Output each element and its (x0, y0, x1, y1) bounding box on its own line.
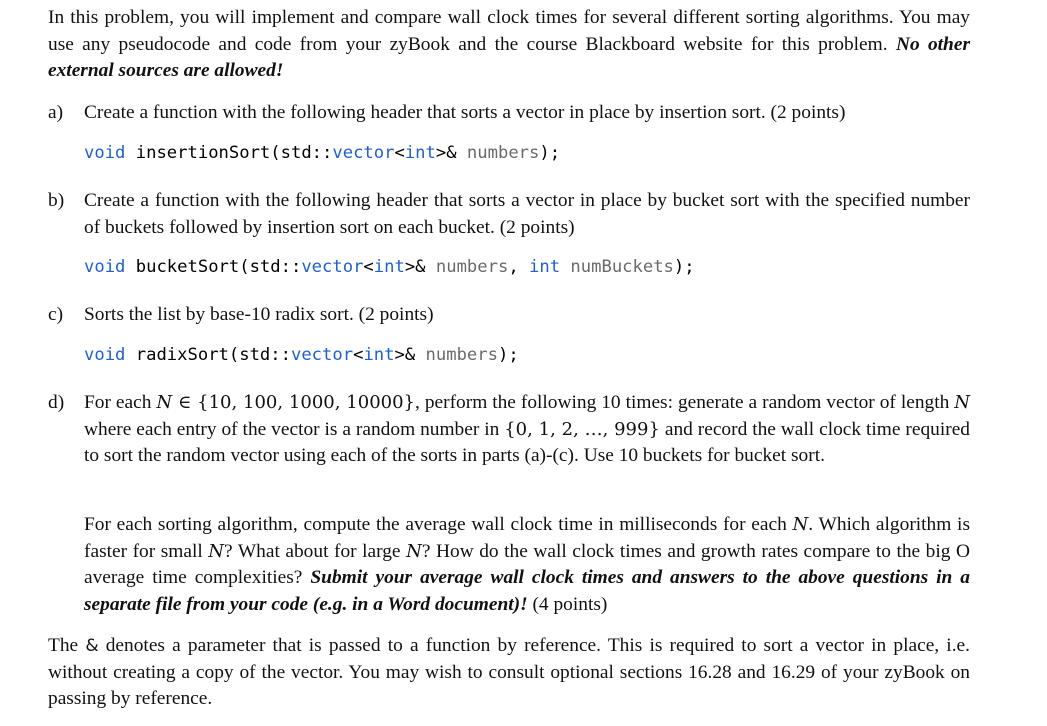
radix-sort-signature (84, 344, 519, 366)
text-run: where each entry of the vector is a random number in (84, 418, 505, 440)
code-keyword: void (84, 345, 126, 365)
text-run: For each sorting algorithm, compute the average wall clock time in milliseconds for each (84, 514, 793, 535)
code-punct: , (508, 257, 530, 277)
part-c-text: Sorts the list by base-10 radix sort. (2 points) (84, 304, 434, 325)
part-c-label: c) (48, 304, 64, 325)
intro-text: In this problem, you will implement and compare wall clock times for several different sorting algorithms. You may use any pseudocode and code from your zyBook and the course Blackboard website for this problem. (48, 7, 970, 55)
reference-note (48, 633, 970, 713)
part-b-label: b) (48, 190, 65, 211)
code-param: numBuckets (570, 257, 674, 277)
text-run: (4 points) (527, 593, 608, 615)
code-punct: >& (404, 257, 436, 277)
part-a-label: a) (48, 102, 64, 123)
code-punct: >& (394, 345, 426, 365)
text-run: ? How do the wall clock times and growth rates compare to the big O average time complexities? (84, 540, 970, 588)
code-punct: ); (539, 143, 561, 163)
math-variable: N (406, 540, 422, 562)
ampersand-symbol: & (85, 636, 99, 656)
part-d-paragraph-1 (84, 390, 970, 470)
text-run: The (48, 635, 86, 656)
code-type: vector (301, 257, 364, 277)
code-space (560, 257, 570, 277)
code-punct: < (394, 143, 405, 163)
code-punct: >& (435, 143, 467, 163)
code-keyword: int (363, 345, 395, 365)
code-keyword: int (373, 257, 405, 277)
part-d-paragraph-2 (84, 512, 970, 618)
code-keyword: void (84, 257, 126, 277)
math-variable: N (954, 392, 970, 413)
code-type: vector (332, 143, 395, 163)
code-function-name: insertionSort(std:: (125, 143, 333, 163)
text-run: ? What about for large (224, 540, 407, 562)
text-run: For each (84, 392, 157, 413)
code-keyword: void (84, 143, 126, 163)
text-run: , perform the following 10 times: generate a random vector of length (415, 392, 955, 413)
part-b-text: Create a function with the following header that sorts a vector in place by bucket sort with the specified number of buckets followed by insertion sort on each bucket. (2 points) (84, 190, 970, 238)
code-function-name: bucketSort(std:: (125, 257, 302, 277)
intro-emphasis: No other external sources are allowed! (48, 33, 970, 81)
text-run: . Which algorithm is faster for small (84, 514, 970, 562)
code-type: vector (290, 345, 354, 365)
math-variable: N (792, 514, 809, 535)
intro-paragraph (48, 5, 970, 85)
code-punct: ); (673, 257, 695, 277)
code-keyword: int (404, 143, 436, 163)
code-punct: < (363, 257, 374, 277)
code-function-name: radixSort(std:: (125, 345, 291, 365)
code-param: numbers (425, 345, 498, 365)
code-keyword: int (529, 257, 561, 277)
math-range: {0, 1, 2, …, 999} (504, 418, 660, 440)
code-punct: < (353, 345, 364, 365)
code-param: numbers (435, 257, 509, 277)
code-param: numbers (466, 143, 540, 163)
insertion-sort-signature (84, 142, 560, 164)
code-punct: ); (497, 345, 519, 365)
bucket-sort-signature (84, 256, 695, 278)
math-variable: N (208, 540, 225, 562)
part-a-text: Create a function with the following header that sorts a vector in place by insertion sort. (2 points) (84, 102, 846, 123)
submission-emphasis: Submit your average wall clock times and answers to the above questions in a separate file from your code (e.g. in a Word document)! (84, 567, 970, 615)
text-run: denotes a parameter that is passed to a function by reference. This is required to sort a vector in place, i.e. without creating a copy of the vector. You may wish to consult optional sections 16.28 and 16.29 of your zyBook on passing by reference. (48, 635, 970, 709)
text-run: and record the wall clock time required to sort the random vector using each of the sorts in parts (a)-(c). Use 10 buckets for bucket sort. (84, 418, 971, 466)
part-d-label: d) (48, 392, 65, 413)
math-set: ∈ {10, 100, 1000, 10000} (172, 392, 416, 413)
math-variable: N (156, 392, 173, 413)
